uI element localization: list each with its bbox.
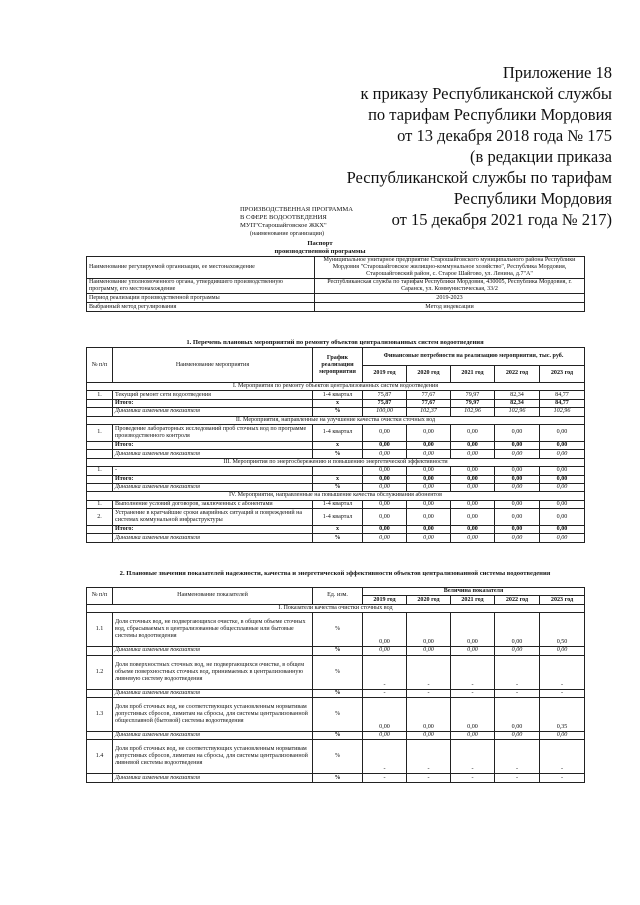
header-year: 2021 год (451, 596, 495, 604)
passport-label: Период реализации производственной программы (87, 294, 315, 303)
table-row (87, 534, 585, 542)
row-value: - (495, 774, 540, 782)
indicators-title: 2. Плановые значения показателей надежности, качества и энергетической эффективности объектов централизованной системы водоотведения (119, 570, 551, 577)
appendix-line: от 13 декабря 2018 года № 175 (397, 126, 612, 145)
passport-value: Муниципальное унитарное предприятие Старошайговского муниципального района Республики Мордовия "Старошайговское жилищно-коммунальное хозяйство", Республика Мордовия, Старошайговский район, с. Старое Шайгово, ул. Ленина, д.7"А" (315, 257, 585, 279)
appendix-line: (в редакции приказа (470, 147, 612, 166)
row-value: 0,00 (451, 647, 495, 655)
row-value: - (363, 655, 407, 689)
row-value: 0,00 (540, 424, 585, 441)
header-unit: Ед. изм. (313, 588, 363, 605)
row-value: 0,00 (363, 424, 407, 441)
table-row (87, 647, 585, 655)
row-value: 0,00 (495, 483, 540, 491)
row-schedule: 1-4 квартал (313, 424, 363, 441)
row-value: 75,87 (363, 399, 407, 407)
table-row (87, 613, 585, 647)
appendix-line: к приказу Республиканской службы (360, 84, 612, 103)
row-schedule: 1-4 квартал (313, 509, 363, 526)
table-row (87, 740, 585, 774)
passport-row (87, 257, 585, 279)
row-value: - (451, 689, 495, 697)
row-value: 77,67 (407, 391, 451, 399)
measures-section-row (87, 458, 585, 466)
header-values: Величина показателя (363, 588, 585, 596)
row-value: 0,00 (540, 534, 585, 542)
table-row (87, 408, 585, 416)
row-value: 0,00 (540, 450, 585, 458)
row-value: 0,50 (540, 613, 585, 647)
row-value: - (407, 655, 451, 689)
passport-value: Метод индексации (315, 303, 585, 312)
row-value: 0,00 (363, 450, 407, 458)
row-num (87, 526, 113, 534)
row-num (87, 689, 113, 697)
header-year: 2020 год (407, 365, 451, 383)
row-value: 0,00 (540, 483, 585, 491)
row-unit: % (313, 774, 363, 782)
row-value: 0,00 (407, 509, 451, 526)
row-value: 0,00 (495, 534, 540, 542)
row-value: 0,00 (540, 441, 585, 449)
row-value: 0,00 (407, 613, 451, 647)
header-year: 2023 год (540, 365, 585, 383)
row-value: 0,00 (451, 475, 495, 483)
row-name: Проведение лабораторных исследований проб сточных вод по программе производственного контроля (113, 424, 313, 441)
table-row (87, 655, 585, 689)
header-measure-name: Наименование мероприятия (113, 348, 313, 383)
row-unit: % (313, 647, 363, 655)
row-value: - (407, 774, 451, 782)
passport-row (87, 303, 585, 312)
row-value: 0,00 (451, 450, 495, 458)
row-num (87, 647, 113, 655)
appendix-line: Республиканской службы по тарифам (346, 168, 612, 187)
table-row (87, 689, 585, 697)
row-value: 0,00 (451, 467, 495, 475)
row-value: 0,00 (451, 424, 495, 441)
row-value: 0,00 (407, 475, 451, 483)
row-value: 0,00 (540, 475, 585, 483)
row-name: Доля сточных вод, не подвергающихся очистке, в общем объеме сточных вод, сбрасываемых в централизованные общесплавные или бытовые системы водоотведения (113, 613, 313, 647)
row-name: Устранение в кратчайшие сроки аварийных ситуаций и повреждений на системах коммунальной инфраструктуры (113, 509, 313, 526)
row-num: 1.4 (87, 740, 113, 774)
row-value: - (451, 740, 495, 774)
passport-value: 2019-2023 (315, 294, 585, 303)
row-value: 79,97 (451, 391, 495, 399)
table-row (87, 391, 585, 399)
table-row (87, 450, 585, 458)
row-value: 0,00 (407, 526, 451, 534)
row-value: 82,34 (495, 391, 540, 399)
row-num (87, 399, 113, 407)
row-num: 2. (87, 509, 113, 526)
row-value: 0,00 (540, 500, 585, 508)
row-value: 0,00 (407, 441, 451, 449)
row-value: 0,00 (363, 526, 407, 534)
row-value: - (495, 655, 540, 689)
measures-section-row (87, 416, 585, 424)
row-value: 0,00 (407, 500, 451, 508)
row-name: Динамика изменения показателя (113, 689, 313, 697)
row-num (87, 408, 113, 416)
row-value: 0,00 (407, 534, 451, 542)
appendix-line: от 15 декабря 2021 года № 217) (391, 210, 612, 229)
row-name: Динамика изменения показателя (113, 483, 313, 491)
header-year: 2022 год (495, 596, 540, 604)
row-value: 0,00 (495, 613, 540, 647)
row-value: 0,00 (451, 500, 495, 508)
row-value: - (540, 689, 585, 697)
passport-table (86, 256, 585, 312)
row-value: 0,00 (451, 534, 495, 542)
row-unit: % (313, 655, 363, 689)
measures-section-title: IV. Мероприятия, направленные на повышение качества обслуживания абонентов (87, 492, 585, 500)
program-heading (240, 206, 390, 238)
row-value: 0,00 (540, 526, 585, 534)
measures-section-title: I. Мероприятия по ремонту объектов централизованных систем водоотведения (87, 383, 585, 391)
row-value: 0,00 (407, 731, 451, 739)
row-value: 0,00 (363, 475, 407, 483)
row-name: Доля проб сточных вод, не соответствующих установленным нормативам допустимых сбросов, лимитам на сбросы, для системы централизованной ливневой системы водоотведения (113, 740, 313, 774)
row-value: 0,00 (451, 731, 495, 739)
row-name: Доля поверхностных сточных вод, не подвергающихся очистке, в общем объеме поверхностных сточных вод, принимаемых в централизованную ливневую систему водоотведения (113, 655, 313, 689)
row-schedule: % (313, 408, 363, 416)
row-num (87, 483, 113, 491)
row-num: 1. (87, 424, 113, 441)
table-row (87, 441, 585, 449)
row-value: 0,00 (363, 534, 407, 542)
appendix-line: Республики Мордовия (453, 189, 612, 208)
passport-label: Наименование уполномоченного органа, утвердившего производственную программу, его местонахождение (87, 279, 315, 294)
row-schedule: х (313, 526, 363, 534)
header-year: 2022 год (495, 365, 540, 383)
row-value: - (407, 740, 451, 774)
row-value: 84,77 (540, 399, 585, 407)
table-row (87, 399, 585, 407)
row-value: 0,00 (495, 475, 540, 483)
header-num: № п/п (87, 588, 113, 605)
row-value: 0,00 (451, 509, 495, 526)
row-value: 84,77 (540, 391, 585, 399)
passport-row (87, 279, 585, 294)
row-value: 0,00 (495, 500, 540, 508)
header-year: 2019 год (363, 365, 407, 383)
header-indicator-name: Наименование показателей (113, 588, 313, 605)
row-value: 0,00 (407, 424, 451, 441)
header-num: № п/п (87, 348, 113, 383)
row-schedule: х (313, 399, 363, 407)
row-value: 0,35 (540, 697, 585, 731)
table-row (87, 467, 585, 475)
header-year: 2020 год (407, 596, 451, 604)
row-value: 75,87 (363, 391, 407, 399)
row-schedule (313, 467, 363, 475)
row-num (87, 450, 113, 458)
row-value: 0,00 (363, 697, 407, 731)
table-row (87, 774, 585, 782)
row-value: 0,00 (495, 441, 540, 449)
row-unit: % (313, 613, 363, 647)
row-name: Итого: (113, 441, 313, 449)
header-year: 2021 год (451, 365, 495, 383)
row-num (87, 475, 113, 483)
row-name: - (113, 467, 313, 475)
row-value: 102,96 (451, 408, 495, 416)
table-row (87, 731, 585, 739)
row-value: 79,97 (451, 399, 495, 407)
row-value: 102,96 (495, 408, 540, 416)
row-value: 0,00 (451, 483, 495, 491)
indicators-section-title: I. Показатели качества очистки сточных вод (87, 604, 585, 612)
row-value: 0,00 (363, 483, 407, 491)
header-year: 2023 год (540, 596, 585, 604)
passport-title: Паспорт (307, 240, 333, 247)
row-value: 0,00 (451, 526, 495, 534)
table-row (87, 526, 585, 534)
row-value: - (407, 689, 451, 697)
row-value: - (540, 774, 585, 782)
row-schedule: х (313, 441, 363, 449)
row-value: 0,00 (363, 509, 407, 526)
row-value: 0,00 (363, 441, 407, 449)
row-value: 0,00 (540, 731, 585, 739)
row-num: 1.2 (87, 655, 113, 689)
row-value: 0,00 (363, 500, 407, 508)
row-num (87, 774, 113, 782)
row-value: 102,96 (540, 408, 585, 416)
measures-section-row (87, 492, 585, 500)
indicators-section-row (87, 604, 585, 612)
passport-row (87, 294, 585, 303)
passport-label: Наименование регулируемой организации, ее местонахождение (87, 257, 315, 279)
row-value: 0,00 (495, 450, 540, 458)
row-name: Итого: (113, 526, 313, 534)
row-value: 0,00 (495, 697, 540, 731)
header-schedule: График реализации мероприятия (313, 348, 363, 383)
row-value: 0,00 (540, 647, 585, 655)
appendix-line: по тарифам Республики Мордовия (368, 105, 612, 124)
row-value: - (451, 655, 495, 689)
measures-title: 1. Перечень плановых мероприятий по ремонту объектов централизованных систем водоотведения (186, 339, 484, 346)
table-row (87, 500, 585, 508)
appendix-header (282, 62, 612, 230)
row-value: 77,67 (407, 399, 451, 407)
row-name: Динамика изменения показателя (113, 731, 313, 739)
row-num (87, 731, 113, 739)
row-name: Итого: (113, 399, 313, 407)
row-num (87, 441, 113, 449)
row-value: 102,37 (407, 408, 451, 416)
row-value: 0,00 (451, 441, 495, 449)
row-name: Выполнение условий договоров, заключенных с абонентами (113, 500, 313, 508)
passport-subtitle: производственной программы (274, 247, 366, 255)
row-value: 0,00 (407, 647, 451, 655)
passport-heading (0, 240, 640, 255)
appendix-line: Приложение 18 (502, 63, 612, 82)
row-value: 0,00 (407, 467, 451, 475)
row-unit: % (313, 697, 363, 731)
row-value: 0,00 (540, 509, 585, 526)
row-schedule: % (313, 483, 363, 491)
row-value: - (495, 740, 540, 774)
row-value: 0,00 (407, 697, 451, 731)
row-unit: % (313, 689, 363, 697)
indicators-table (86, 587, 585, 783)
row-name: Динамика изменения показателя (113, 408, 313, 416)
table-row (87, 697, 585, 731)
row-name: Текущий ремонт сети водоотведения (113, 391, 313, 399)
header-finance: Финансовые потребности на реализацию мероприятия, тыс. руб. (363, 348, 585, 366)
row-num (87, 534, 113, 542)
row-value: 0,00 (495, 509, 540, 526)
row-schedule: % (313, 450, 363, 458)
row-num: 1.3 (87, 697, 113, 731)
row-value: 82,34 (495, 399, 540, 407)
row-value: 0,00 (363, 647, 407, 655)
row-schedule: 1-4 квартал (313, 500, 363, 508)
measures-section-title: III. Мероприятия по энергосбережению и повышению энергетической эффективности (87, 458, 585, 466)
row-value: 0,00 (495, 647, 540, 655)
program-title: ПРОИЗВОДСТВЕННАЯ ПРОГРАММА (240, 206, 354, 213)
row-value: 0,00 (495, 526, 540, 534)
program-sphere: В СФЕРЕ ВОДООТВЕДЕНИЯ (240, 214, 327, 221)
table-row (87, 509, 585, 526)
row-value: 0,00 (540, 467, 585, 475)
row-value: - (495, 689, 540, 697)
row-name: Динамика изменения показателя (113, 647, 313, 655)
row-value: - (540, 655, 585, 689)
row-value: - (363, 740, 407, 774)
row-value: 0,00 (363, 467, 407, 475)
table-row (87, 424, 585, 441)
measures-table (86, 347, 585, 543)
table-row (87, 483, 585, 491)
row-value: 0,00 (363, 613, 407, 647)
program-organization-caption: (наименование организации) (250, 231, 324, 237)
row-value: 0,00 (495, 731, 540, 739)
row-value: 0,00 (451, 613, 495, 647)
row-value: - (540, 740, 585, 774)
header-year: 2019 год (363, 596, 407, 604)
row-value: - (363, 774, 407, 782)
row-value: 0,00 (495, 424, 540, 441)
row-unit: % (313, 731, 363, 739)
row-schedule: 1-4 квартал (313, 391, 363, 399)
row-value: 0,00 (407, 450, 451, 458)
row-name: Итого: (113, 475, 313, 483)
row-name: Динамика изменения показателя (113, 450, 313, 458)
row-name: Динамика изменения показателя (113, 774, 313, 782)
row-value: 0,00 (363, 731, 407, 739)
row-value: 0,00 (495, 467, 540, 475)
row-value: 0,00 (407, 483, 451, 491)
row-num: 1.1 (87, 613, 113, 647)
table-row (87, 475, 585, 483)
row-unit: % (313, 740, 363, 774)
row-num: 1. (87, 391, 113, 399)
row-name: Доля проб сточных вод, не соответствующих установленным нормативам допустимых сбросов, лимитам на сбросы, для системы централизованной общесплавной (бытовой) системы водоотведения (113, 697, 313, 731)
row-schedule: % (313, 534, 363, 542)
passport-label: Выбранный метод регулирования (87, 303, 315, 312)
row-schedule: х (313, 475, 363, 483)
row-value: - (451, 774, 495, 782)
measures-section-row (87, 383, 585, 391)
row-num: 1. (87, 467, 113, 475)
row-value: 0,00 (451, 697, 495, 731)
row-value: - (363, 689, 407, 697)
passport-value: Республиканская служба по тарифам Республики Мордовия, 430005, Республика Мордовия, г. Саранск, ул. Коммунистическая, 33/2 (315, 279, 585, 294)
row-value: 100,00 (363, 408, 407, 416)
measures-section-title: II. Мероприятия, направленные на улучшение качества очистки сточных вод (87, 416, 585, 424)
program-organization: МУП"Старошайговское ЖКХ" (240, 222, 327, 229)
row-num: 1. (87, 500, 113, 508)
row-name: Динамика изменения показателя (113, 534, 313, 542)
